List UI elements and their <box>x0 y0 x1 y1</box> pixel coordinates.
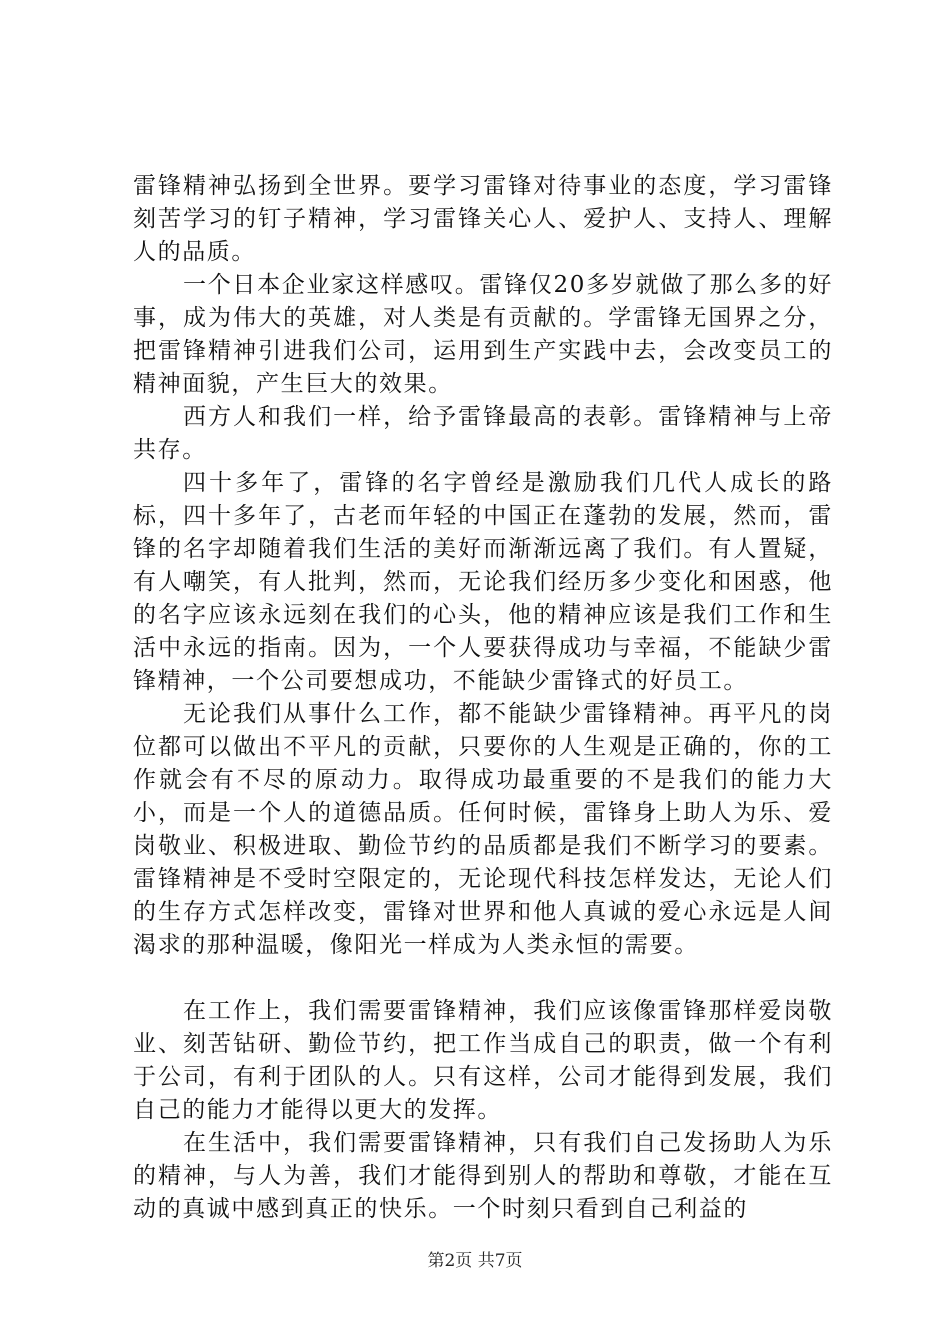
paragraph-6: 在工作上，我们需要雷锋精神，我们应该像雷锋那样爱岗敬业、刻苦钻研、勤俭节约，把工作当成自己的职责，做一个有利于公司，有利于团队的人。只有这样，公司才能得到发展，我们自己的能力才能得以更大的发挥。 <box>133 998 833 1123</box>
paragraph-4: 四十多年了，雷锋的名字曾经是激励我们几代人成长的路标，四十多年了，古老而年轻的中国正在蓬勃的发展，然而，雷锋的名字却随着我们生活的美好而渐渐远离了我们。有人置疑，有人嘲笑，有人批判，然而，无论我们经历多少变化和困惑，他的名字应该永远刻在我们的心头，他的精神应该是我们工作和生活中永远的指南。因为，一个人要获得成功与幸福，不能缺少雷锋精神，一个公司要想成功，不能缺少雷锋式的好员工。 <box>133 470 833 694</box>
document-body <box>133 170 833 1226</box>
paragraph-5: 无论我们从事什么工作，都不能缺少雷锋精神。再平凡的岗位都可以做出不平凡的贡献，只要你的人生观是正确的，你的工作就会有不尽的原动力。取得成功最重要的不是我们的能力大小，而是一个人的道德品质。任何时候，雷锋身上助人为乐、爱岗敬业、积极进取、勤俭节约的品质都是我们不断学习的要素。雷锋精神是不受时空限定的，无论现代科技怎样发达，无论人们的生存方式怎样改变，雷锋对世界和他人真诚的爱心永远是人间渴求的那种温暖，像阳光一样成为人类永恒的需要。 <box>133 701 833 958</box>
paragraph-2: 一个日本企业家这样感叹。雷锋仅20多岁就做了那么多的好事，成为伟大的英雄，对人类是有贡献的。学雷锋无国界之分，把雷锋精神引进我们公司，运用到生产实践中去，会改变员工的精神面貌，产生巨大的效果。 <box>133 272 833 397</box>
paragraph-7: 在生活中，我们需要雷锋精神，只有我们自己发扬助人为乐的精神，与人为善，我们才能得到别人的帮助和尊敬，才能在互动的真诚中感到真正的快乐。一个时刻只看到自己利益的 <box>133 1130 833 1222</box>
paragraph-3: 西方人和我们一样，给予雷锋最高的表彰。雷锋精神与上帝共存。 <box>133 404 833 463</box>
paragraph-1: 雷锋精神弘扬到全世界。要学习雷锋对待事业的态度，学习雷锋刻苦学习的钉子精神，学习雷锋关心人、爱护人、支持人、理解人的品质。 <box>133 173 833 265</box>
page-number-footer: 第2页 共7页 <box>427 1251 523 1271</box>
paragraph-spacer <box>133 962 833 995</box>
